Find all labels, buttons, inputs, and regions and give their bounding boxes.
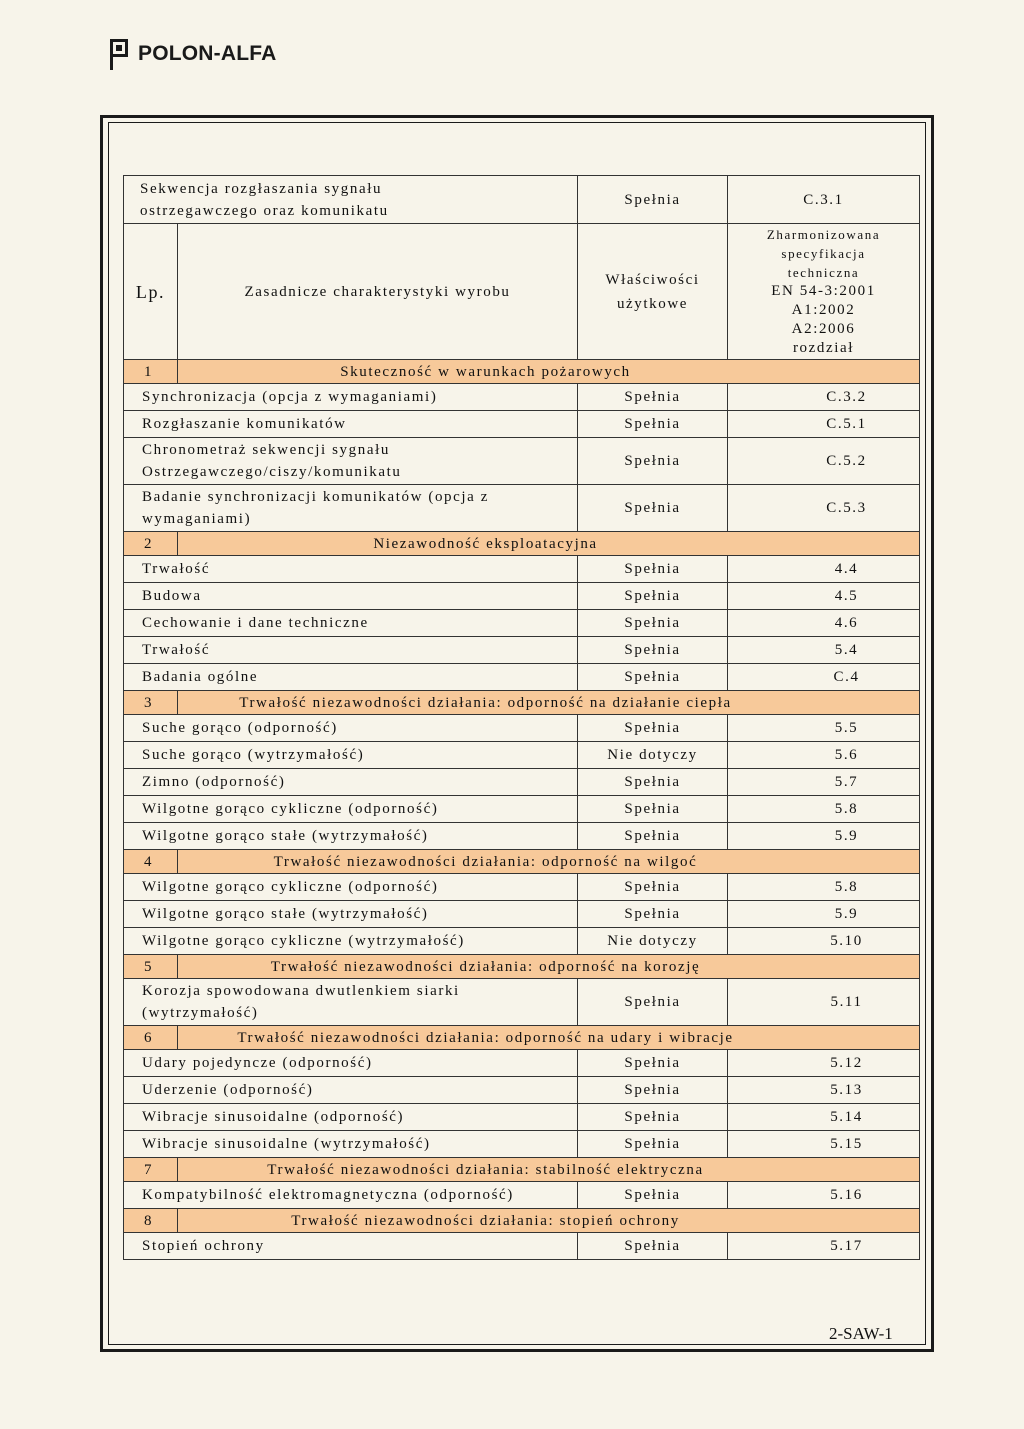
- clause-number: 5.4: [728, 637, 920, 664]
- clause-number: 5.17: [728, 1233, 920, 1260]
- col-spec: [728, 224, 920, 360]
- table-row: [124, 1182, 920, 1209]
- clause-number: 5.8: [728, 796, 920, 823]
- characteristic-name: Rozgłaszanie komunikatów: [124, 411, 578, 438]
- characteristic-name: Wilgotne gorąco cykliczne (wytrzymałość): [124, 928, 578, 955]
- characteristic-name: Badania ogólne: [124, 664, 578, 691]
- performance-value: Spełnia: [578, 1182, 728, 1209]
- document-code: 2-SAW-1: [829, 1324, 893, 1343]
- performance-value: Spełnia: [578, 556, 728, 583]
- clause-number: 4.6: [728, 610, 920, 637]
- table-row: [124, 1131, 920, 1158]
- clause-number: 5.8: [728, 874, 920, 901]
- col-spec-line: rozdział: [792, 340, 855, 356]
- table-row: [124, 664, 920, 691]
- performance-value: Spełnia: [578, 1131, 728, 1158]
- table-row: [124, 485, 920, 532]
- section-title: Trwałość niezawodności działania: odporność na udary i wibracje: [178, 1026, 920, 1050]
- table-row: [124, 1077, 920, 1104]
- col-spec-line: EN 54-3:2001: [771, 283, 876, 299]
- col-characteristics: Zasadnicze charakterystyki wyrobu: [178, 224, 578, 360]
- table-row: [124, 556, 920, 583]
- section-header-row: [124, 691, 920, 715]
- characteristic-name: Wibracje sinusoidalne (odporność): [124, 1104, 578, 1131]
- section-title: Skuteczność w warunkach pożarowych: [178, 360, 920, 384]
- col-spec-line: specyfikacja: [781, 246, 866, 261]
- performance-value: Spełnia: [578, 874, 728, 901]
- characteristic-name: Korozja spowodowana dwutlenkiem siarki (wytrzymałość): [124, 979, 578, 1026]
- section-title: Trwałość niezawodności działania: odporność na wilgoć: [178, 850, 920, 874]
- table-row: [124, 1233, 920, 1260]
- clause-number: 4.5: [728, 583, 920, 610]
- company-logo: [108, 36, 277, 72]
- characteristic-name: Wilgotne gorąco stałe (wytrzymałość): [124, 823, 578, 850]
- characteristic-name: Badanie synchronizacji komunikatów (opcja z wymaganiami): [124, 485, 578, 532]
- performance-value: Spełnia: [578, 1050, 728, 1077]
- characteristic-name: Wibracje sinusoidalne (wytrzymałość): [124, 1131, 578, 1158]
- table-row: [124, 384, 920, 411]
- table-row: [124, 979, 920, 1026]
- performance-value: Spełnia: [578, 384, 728, 411]
- section-title: Trwałość niezawodności działania: stopień ochrony: [178, 1209, 920, 1233]
- table-row: [124, 928, 920, 955]
- section-number: 3: [124, 691, 178, 715]
- clause-number: C.5.1: [728, 411, 920, 438]
- clause-number: 5.6: [728, 742, 920, 769]
- col-spec-line: techniczna: [787, 265, 860, 280]
- logo-text: POLON-ALFA: [138, 42, 277, 65]
- characteristic-name: Cechowanie i dane techniczne: [124, 610, 578, 637]
- section-title: Trwałość niezawodności działania: odporność na działanie ciepła: [178, 691, 920, 715]
- table-row: [124, 823, 920, 850]
- table-row: [124, 769, 920, 796]
- performance-value: Spełnia: [578, 823, 728, 850]
- section-number: 4: [124, 850, 178, 874]
- table-row: [124, 411, 920, 438]
- performance-value: Spełnia: [578, 1233, 728, 1260]
- table-row: [124, 583, 920, 610]
- clause-number: 5.13: [728, 1077, 920, 1104]
- clause-number: 4.4: [728, 556, 920, 583]
- col-spec-line: Zharmonizowana: [766, 227, 881, 242]
- section-title: Trwałość niezawodności działania: stabilność elektryczna: [178, 1158, 920, 1182]
- clause-number: 5.16: [728, 1182, 920, 1209]
- performance-value: Spełnia: [578, 583, 728, 610]
- performance-value: Spełnia: [578, 485, 728, 532]
- clause-number: 5.5: [728, 715, 920, 742]
- table-row: [124, 1050, 920, 1077]
- characteristic-name: Kompatybilność elektromagnetyczna (odporność): [124, 1182, 578, 1209]
- performance-value: Spełnia: [578, 901, 728, 928]
- section-number: 6: [124, 1026, 178, 1050]
- table-row: [124, 438, 920, 485]
- title-clause: C.3.1: [728, 176, 920, 224]
- characteristic-name: Zimno (odporność): [124, 769, 578, 796]
- section-header-row: [124, 532, 920, 556]
- section-header-row: [124, 955, 920, 979]
- table-row: [124, 874, 920, 901]
- section-title: Niezawodność eksploatacyjna: [178, 532, 920, 556]
- section-number: 2: [124, 532, 178, 556]
- column-header-row: [124, 224, 920, 360]
- col-properties: Właściwości użytkowe: [578, 224, 728, 360]
- performance-value: Spełnia: [578, 979, 728, 1026]
- characteristic-name: Budowa: [124, 583, 578, 610]
- characteristic-name: Trwałość: [124, 637, 578, 664]
- section-header-row: [124, 850, 920, 874]
- characteristic-name: Synchronizacja (opcja z wymaganiami): [124, 384, 578, 411]
- performance-value: Spełnia: [578, 715, 728, 742]
- section-header-row: [124, 360, 920, 384]
- section-number: 5: [124, 955, 178, 979]
- table-row: [124, 1104, 920, 1131]
- col-lp: Lp.: [124, 224, 178, 360]
- performance-value: Spełnia: [578, 1104, 728, 1131]
- clause-number: 5.15: [728, 1131, 920, 1158]
- section-number: 7: [124, 1158, 178, 1182]
- clause-number: 5.7: [728, 769, 920, 796]
- polon-alfa-logo-icon: [108, 36, 136, 72]
- performance-value: Spełnia: [578, 411, 728, 438]
- characteristic-name: Suche gorąco (odporność): [124, 715, 578, 742]
- table-title: Sekwencja rozgłaszania sygnału ostrzegawczego oraz komunikatu: [124, 176, 578, 224]
- characteristic-name: Stopień ochrony: [124, 1233, 578, 1260]
- table-row: [124, 637, 920, 664]
- col-spec-line: A2:2006: [791, 321, 856, 337]
- performance-value: Spełnia: [578, 1077, 728, 1104]
- characteristic-name: Wilgotne gorąco cykliczne (odporność): [124, 796, 578, 823]
- clause-number: 5.9: [728, 823, 920, 850]
- performance-value: Spełnia: [578, 438, 728, 485]
- characteristic-name: Suche gorąco (wytrzymałość): [124, 742, 578, 769]
- section-number: 8: [124, 1209, 178, 1233]
- section-title: Trwałość niezawodności działania: odporność na korozję: [178, 955, 920, 979]
- clause-number: C.5.2: [728, 438, 920, 485]
- section-header-row: [124, 1158, 920, 1182]
- table-row: [124, 742, 920, 769]
- clause-number: 5.10: [728, 928, 920, 955]
- clause-number: 5.9: [728, 901, 920, 928]
- performance-value: Spełnia: [578, 664, 728, 691]
- performance-value: Spełnia: [578, 796, 728, 823]
- performance-value: Nie dotyczy: [578, 742, 728, 769]
- performance-value: Nie dotyczy: [578, 928, 728, 955]
- clause-number: C.3.2: [728, 384, 920, 411]
- section-number: 1: [124, 360, 178, 384]
- characteristic-name: Wilgotne gorąco cykliczne (odporność): [124, 874, 578, 901]
- table-row: [124, 715, 920, 742]
- performance-value: Spełnia: [578, 610, 728, 637]
- clause-number: C.4: [728, 664, 920, 691]
- performance-value: Spełnia: [578, 769, 728, 796]
- characteristic-name: Trwałość: [124, 556, 578, 583]
- title-row: [124, 176, 920, 224]
- table-row: [124, 901, 920, 928]
- performance-value: Spełnia: [578, 637, 728, 664]
- characteristic-name: Wilgotne gorąco stałe (wytrzymałość): [124, 901, 578, 928]
- table-row: [124, 796, 920, 823]
- clause-number: 5.11: [728, 979, 920, 1026]
- table-row: [124, 610, 920, 637]
- title-value: Spełnia: [578, 176, 728, 224]
- clause-number: C.5.3: [728, 485, 920, 532]
- clause-number: 5.12: [728, 1050, 920, 1077]
- clause-number: 5.14: [728, 1104, 920, 1131]
- section-header-row: [124, 1209, 920, 1233]
- characteristic-name: Udary pojedyncze (odporność): [124, 1050, 578, 1077]
- section-header-row: [124, 1026, 920, 1050]
- characteristic-name: Chronometraż sekwencji sygnału Ostrzegawczego/ciszy/komunikatu: [124, 438, 578, 485]
- characteristic-name: Uderzenie (odporność): [124, 1077, 578, 1104]
- performance-table: [123, 175, 920, 1260]
- col-spec-line: A1:2002: [791, 302, 856, 318]
